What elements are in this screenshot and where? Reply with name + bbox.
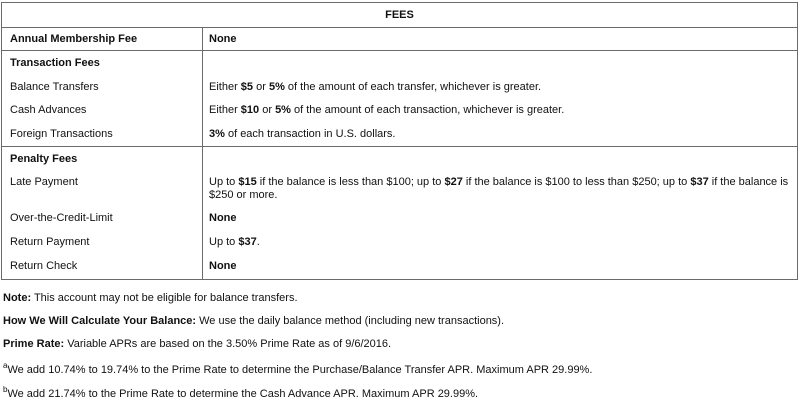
divider	[2, 146, 797, 147]
column-divider	[202, 27, 203, 279]
note-balance-calculation: How We Will Calculate Your Balance: We use the daily balance method (including new transactions).	[3, 315, 505, 327]
return-check-label: Return Check	[10, 260, 78, 272]
late-payment-value: Up to $15 if the balance is less than $100; up to $27 if the balance is $100 to less than $250; up to $37 if the balance is $250 or more.	[209, 176, 789, 201]
note-eligibility: Note: This account may not be eligible for balance transfers.	[3, 292, 298, 304]
fees-table	[1, 2, 798, 280]
return-check-value: None	[209, 260, 237, 272]
penalty-fees-heading: Penalty Fees	[10, 153, 78, 165]
late-payment-label: Late Payment	[10, 176, 78, 188]
over-limit-label: Over-the-Credit-Limit	[10, 212, 113, 224]
over-limit-value: None	[209, 212, 237, 224]
return-payment-label: Return Payment	[10, 236, 90, 248]
note-prime-rate: Prime Rate: Variable APRs are based on the 3.50% Prime Rate as of 9/6/2016.	[3, 338, 392, 350]
table-title: FEES	[385, 9, 414, 21]
footnote-b: $^b$We add 21.74% to the Prime Rate to determine the Cash Advance APR. Maximum APR 29.99%.	[3, 385, 479, 400]
balance-transfers-value: Either $5 or 5% of the amount of each transfer, whichever is greater.	[209, 81, 542, 93]
annual-fee-label: Annual Membership Fee	[10, 33, 138, 45]
divider	[2, 50, 797, 51]
cash-advances-value: Either $10 or 5% of the amount of each transaction, whichever is greater.	[209, 104, 565, 116]
cash-advances-label: Cash Advances	[10, 104, 87, 116]
footnote-a: $^a$We add 10.74% to 19.74% to the Prime Rate to determine the Purchase/Balance Transfer APR. Maximum APR 29.99%.	[3, 361, 593, 376]
transaction-fees-heading: Transaction Fees	[10, 57, 100, 69]
foreign-transactions-label: Foreign Transactions	[10, 128, 113, 140]
return-payment-value: Up to $37.	[209, 236, 260, 248]
foreign-transactions-value: 3% of each transaction in U.S. dollars.	[209, 128, 396, 140]
balance-transfers-label: Balance Transfers	[10, 81, 99, 93]
annual-fee-value: None	[209, 33, 237, 45]
divider	[2, 27, 797, 28]
